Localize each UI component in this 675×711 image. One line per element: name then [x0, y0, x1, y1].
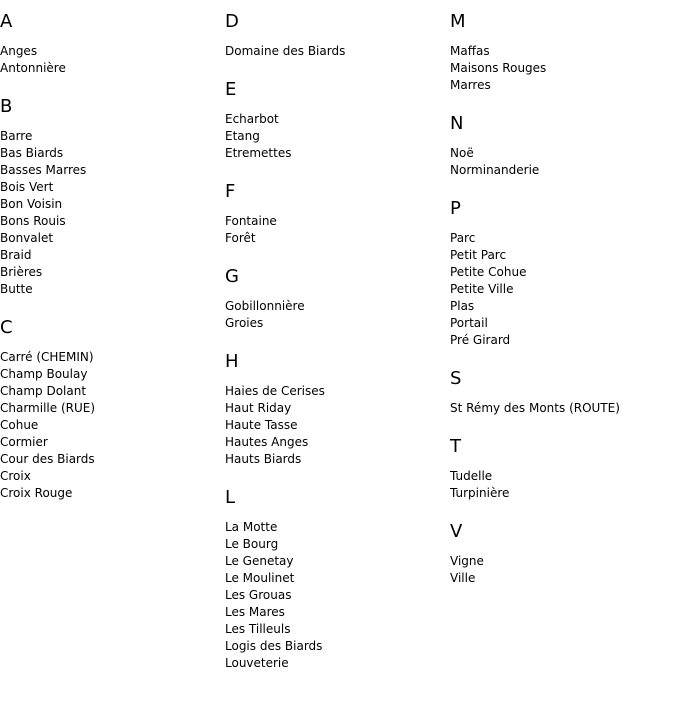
section-letter-heading: T [450, 436, 461, 457]
street-link[interactable]: Champ Dolant [0, 384, 87, 398]
street-link[interactable]: Cohue [0, 418, 39, 432]
letter-group [0, 10, 220, 77]
street-link[interactable]: Bonvalet [0, 231, 54, 245]
street-list [0, 128, 220, 298]
street-link[interactable]: Logis des Biards [225, 639, 323, 653]
street-link[interactable]: Marres [450, 78, 491, 92]
street-link[interactable]: Hauts Biards [225, 452, 302, 466]
letter-group [0, 95, 220, 298]
index-column-1 [0, 10, 220, 520]
street-list [450, 230, 670, 349]
street-link[interactable]: Louveterie [225, 656, 289, 670]
street-link[interactable]: Turpinière [450, 486, 510, 500]
street-link[interactable]: Bon Voisin [0, 197, 63, 211]
street-list [450, 43, 670, 94]
street-link[interactable]: Bons Rouis [0, 214, 66, 228]
street-link[interactable]: Portail [450, 316, 488, 330]
section-letter-heading: H [225, 351, 239, 372]
index-column-2 [225, 10, 445, 690]
street-list [225, 43, 445, 60]
section-letter-heading: E [225, 79, 237, 100]
street-link[interactable]: Charmille (RUE) [0, 401, 96, 415]
street-link[interactable]: Vigne [450, 554, 484, 568]
letter-group [225, 350, 445, 468]
letter-group [225, 486, 445, 672]
index-column-3 [450, 10, 670, 605]
section-letter-heading: F [225, 181, 236, 202]
street-list [0, 43, 220, 77]
letter-group [225, 78, 445, 162]
street-link[interactable]: Le Bourg [225, 537, 279, 551]
street-list [225, 298, 445, 332]
letter-group [450, 435, 670, 502]
letter-group [450, 10, 670, 94]
section-letter-heading: P [450, 198, 461, 219]
street-link[interactable]: Maisons Rouges [450, 61, 547, 75]
street-link[interactable]: Echarbot [225, 112, 279, 126]
street-link[interactable]: Carré (CHEMIN) [0, 350, 94, 364]
street-link[interactable]: Basses Marres [0, 163, 87, 177]
street-link[interactable]: Le Genetay [225, 554, 294, 568]
street-link[interactable]: Ville [450, 571, 476, 585]
street-link[interactable]: Anges [0, 44, 38, 58]
street-link[interactable]: Hautes Anges [225, 435, 309, 449]
street-link[interactable]: Braid [0, 248, 32, 262]
letter-group [450, 367, 670, 417]
street-link[interactable]: Brières [0, 265, 43, 279]
street-link[interactable]: Etremettes [225, 146, 292, 160]
letter-group [0, 316, 220, 502]
street-link[interactable]: Petite Ville [450, 282, 514, 296]
section-letter-heading: D [225, 11, 239, 32]
street-link[interactable]: Gobillonnière [225, 299, 305, 313]
street-link[interactable]: Les Mares [225, 605, 285, 619]
street-link[interactable]: Antonnière [0, 61, 66, 75]
street-link[interactable]: Parc [450, 231, 476, 245]
street-list [225, 383, 445, 468]
street-list [225, 111, 445, 162]
section-letter-heading: S [450, 368, 462, 389]
street-link[interactable]: Haute Tasse [225, 418, 298, 432]
street-link[interactable]: Croix Rouge [0, 486, 73, 500]
street-link[interactable]: La Motte [225, 520, 278, 534]
street-link[interactable]: Le Moulinet [225, 571, 295, 585]
street-link[interactable]: Cormier [0, 435, 48, 449]
street-link[interactable]: Pré Girard [450, 333, 511, 347]
street-link[interactable]: Groies [225, 316, 264, 330]
street-link[interactable]: Les Grouas [225, 588, 292, 602]
section-letter-heading: L [225, 487, 236, 508]
street-list [450, 468, 670, 502]
street-list [450, 553, 670, 587]
street-link[interactable]: St Rémy des Monts (ROUTE) [450, 401, 620, 415]
street-link[interactable]: Forêt [225, 231, 256, 245]
street-link[interactable]: Etang [225, 129, 260, 143]
letter-group [450, 520, 670, 587]
street-link[interactable]: Maffas [450, 44, 490, 58]
street-list [225, 519, 445, 672]
street-link[interactable]: Petit Parc [450, 248, 507, 262]
street-link[interactable]: Fontaine [225, 214, 277, 228]
street-list [225, 213, 445, 247]
street-link[interactable]: Bas Biards [0, 146, 64, 160]
street-list [0, 349, 220, 502]
section-letter-heading: C [0, 317, 13, 338]
street-link[interactable]: Tudelle [450, 469, 493, 483]
letter-group [225, 180, 445, 247]
letter-group [225, 10, 445, 60]
street-link[interactable]: Bois Vert [0, 180, 54, 194]
letter-group [450, 112, 670, 179]
street-link[interactable]: Noë [450, 146, 474, 160]
street-link[interactable]: Norminanderie [450, 163, 540, 177]
street-link[interactable]: Cour des Biards [0, 452, 95, 466]
street-link[interactable]: Les Tilleuls [225, 622, 291, 636]
letter-group [450, 197, 670, 349]
street-link[interactable]: Haut Riday [225, 401, 292, 415]
street-link[interactable]: Petite Cohue [450, 265, 527, 279]
section-letter-heading: N [450, 113, 464, 134]
street-link[interactable]: Champ Boulay [0, 367, 88, 381]
street-link[interactable]: Plas [450, 299, 475, 313]
section-letter-heading: V [450, 521, 463, 542]
section-letter-heading: G [225, 266, 239, 287]
street-link[interactable]: Butte [0, 282, 33, 296]
street-link[interactable]: Domaine des Biards [225, 44, 346, 58]
section-letter-heading: M [450, 11, 466, 32]
letter-group [225, 265, 445, 332]
street-link[interactable]: Barre [0, 129, 33, 143]
street-link[interactable]: Croix [0, 469, 31, 483]
section-letter-heading: B [0, 96, 13, 117]
street-link[interactable]: Haies de Cerises [225, 384, 325, 398]
section-letter-heading: A [0, 11, 13, 32]
street-list [450, 400, 670, 417]
street-list [450, 145, 670, 179]
